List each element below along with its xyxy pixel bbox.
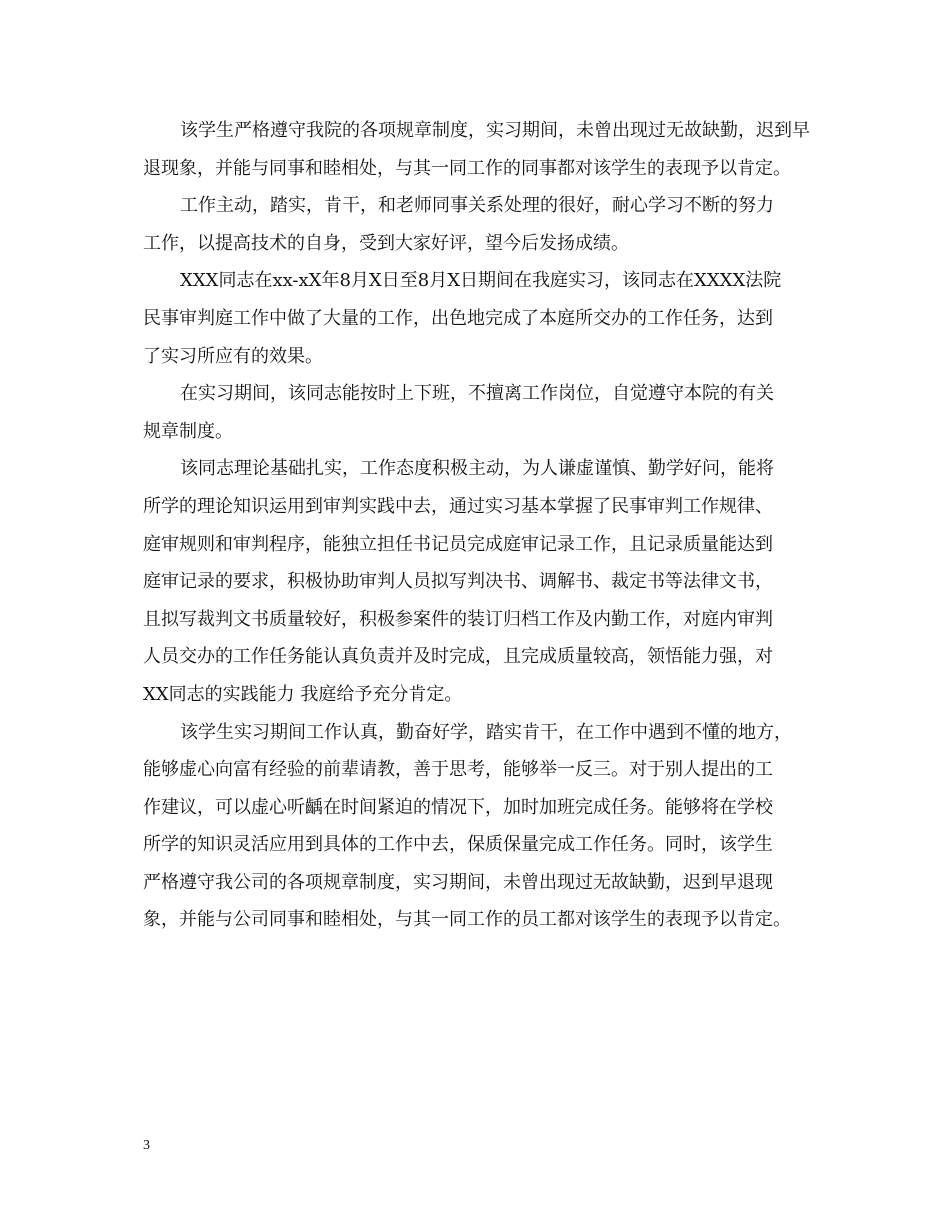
paragraph-1 bbox=[143, 112, 813, 187]
text-line: 所学的理论知识运用到审判实践中去，通过实习基本掌握了民事审判工作规律、 bbox=[143, 495, 773, 517]
text-line: 所学的知识灵活应用到具体的工作中去，保质保量完成工作任务。同时，该学生 bbox=[143, 834, 773, 856]
text-line: 民事审判庭工作中做了大量的工作，出色地完成了本庭所交办的工作任务，达到 bbox=[143, 307, 773, 329]
text-line: 庭审记录的要求，积极协助审判人员拟写判决书、调解书、裁定书等法律文书， bbox=[143, 571, 773, 593]
text-line: 象，并能与公司同事和睦相处，与其一同工作的员工都对该学生的表现予以肯定。 bbox=[143, 909, 791, 931]
text-line: 规章制度。 bbox=[143, 420, 233, 442]
text-line: 了实习所应有的效果。 bbox=[143, 345, 323, 367]
text-line: 工作主动，踏实，肯干，和老师同事关系处理的很好，耐心学习不断的努力 bbox=[180, 195, 774, 217]
text-line: 该学生严格遵守我院的各项规章制度，实习期间，未曾出现过无故缺勤，迟到早 bbox=[180, 120, 810, 141]
paragraph-2 bbox=[143, 187, 813, 262]
paragraph-6 bbox=[143, 714, 813, 940]
page-number: 3 bbox=[143, 1138, 150, 1153]
text-line: 在实习期间，该同志能按时上下班，不擅离工作岗位，自觉遵守本院的有关 bbox=[180, 383, 774, 405]
paragraph-5 bbox=[143, 450, 813, 713]
text-line: 严格遵守我公司的各项规章制度，实习期间，未曾出现过无故缺勤，迟到早退现 bbox=[143, 871, 773, 893]
text-line: 工作，以提高技术的自身，受到大家好评，望今后发扬成绩。 bbox=[143, 232, 629, 254]
text-line: 该同志理论基础扎实，工作态度积极主动，为人谦虚谨慎、勤学好问，能将 bbox=[180, 458, 774, 480]
text-line: 退现象，并能与同事和睦相处，与其一同工作的同事都对该学生的表现予以肯定。 bbox=[143, 157, 791, 179]
body-text bbox=[143, 112, 813, 939]
text-line: 庭审规则和审判程序，能独立担任书记员完成庭审记录工作，且记录质量能达到 bbox=[143, 533, 773, 555]
text-line: 能够虚心向富有经验的前辈请教，善于思考，能够举一反三。对于别人提出的工 bbox=[143, 759, 773, 781]
text-line: 人员交办的工作任务能认真负责并及时完成，且完成质量较高，领悟能力强，对 bbox=[143, 646, 773, 668]
text-line: 作建议，可以虚心听齲在时间紧迫的情况下，加时加班完成任务。能够将在学校 bbox=[143, 796, 773, 818]
text-line: 该学生实习期间工作认真，勤奋好学，踏实肯干，在工作中遇到不懂的地方， bbox=[180, 721, 792, 743]
text-line: XXX同志在xx-xX年8月X日至8月X日期间在我庭实习，该同志在XXXX法院 bbox=[180, 270, 782, 292]
text-line: 且拟写裁判文书质量较好，积极参案件的装订归档工作及内勤工作，对庭内审判 bbox=[143, 608, 773, 630]
paragraph-3 bbox=[143, 262, 813, 375]
text-line: XX同志的实践能力 我庭给予充分肯定。 bbox=[143, 683, 463, 705]
paragraph-4 bbox=[143, 375, 813, 450]
